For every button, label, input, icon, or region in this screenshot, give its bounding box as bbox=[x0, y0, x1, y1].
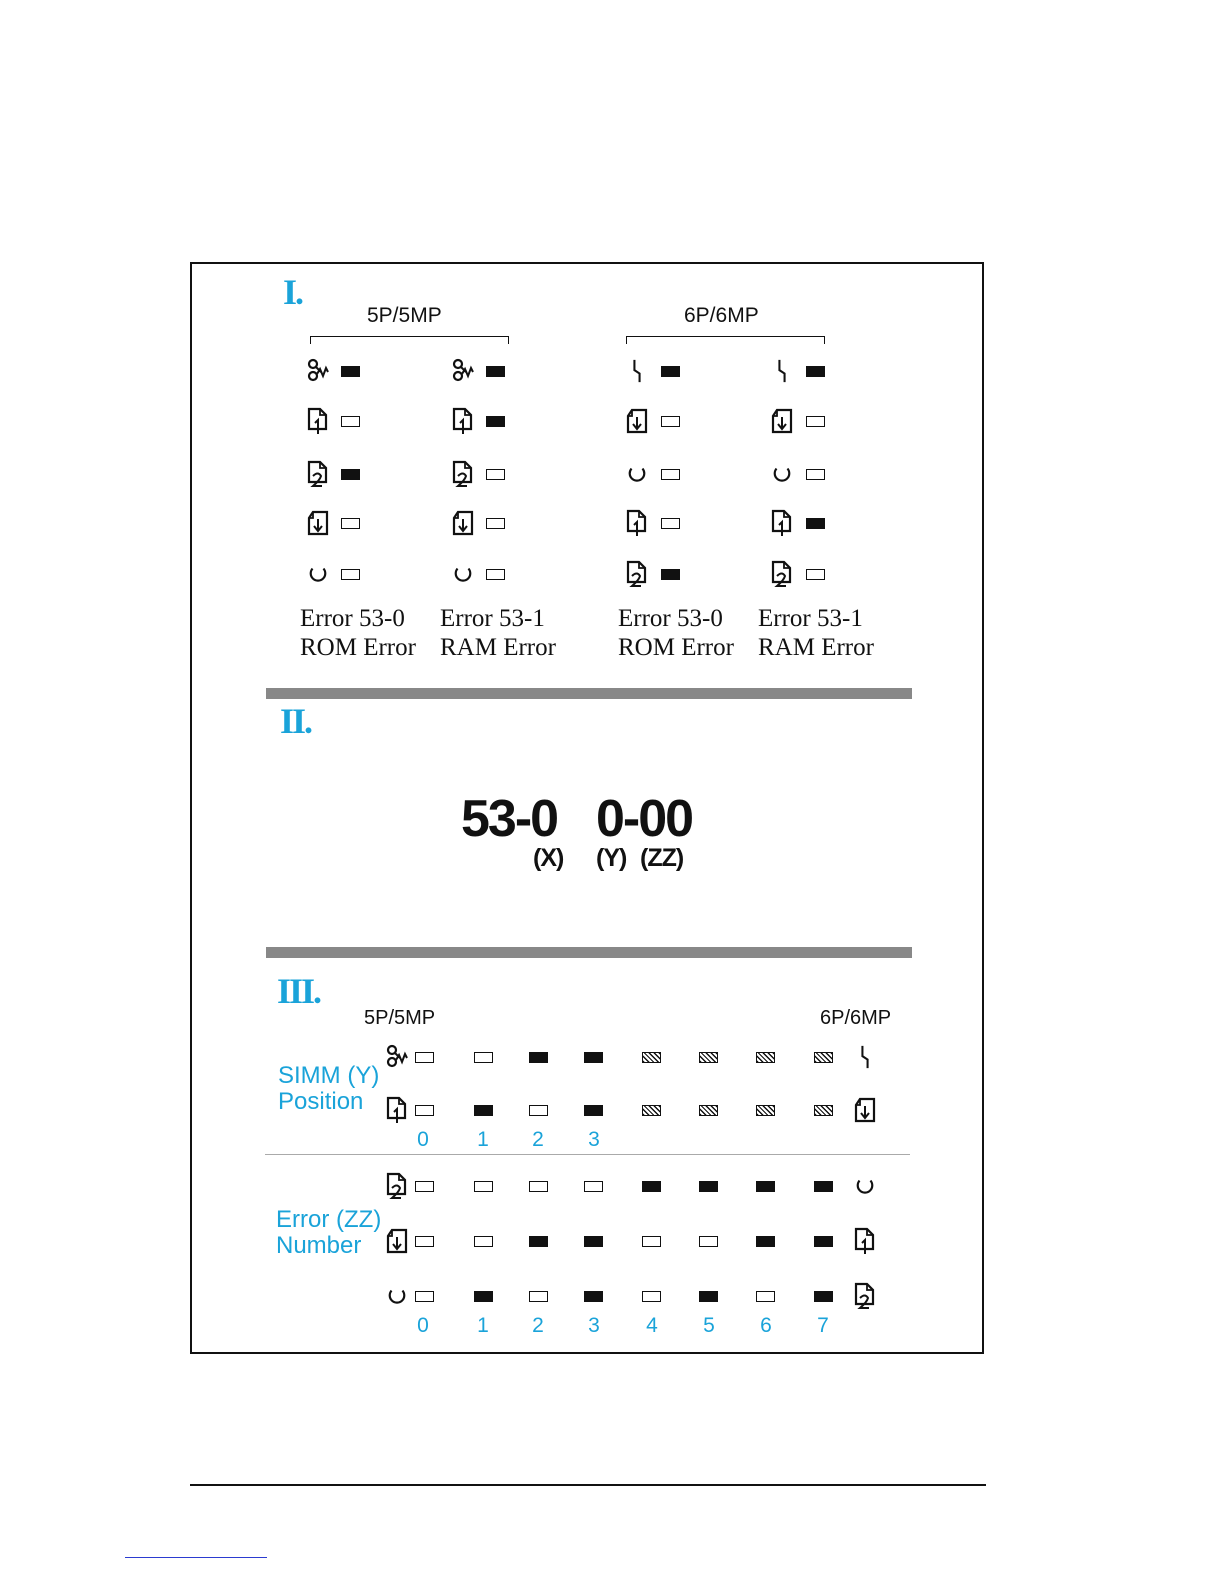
paper-tray1-icon bbox=[854, 1227, 876, 1255]
index-number: 3 bbox=[588, 1128, 600, 1151]
status-led bbox=[529, 1181, 548, 1192]
error-desc: ROM Error bbox=[618, 634, 734, 661]
ready-icon bbox=[855, 1176, 875, 1196]
paper-tray2-icon bbox=[626, 560, 648, 588]
error-label-line2: Number bbox=[276, 1232, 362, 1259]
group-label-5p: 5P/5MP bbox=[367, 304, 442, 327]
attention-icon bbox=[631, 357, 643, 385]
paper-tray1-icon bbox=[386, 1096, 408, 1124]
status-led bbox=[814, 1181, 833, 1192]
section-divider bbox=[266, 688, 912, 699]
paper-tray2-icon bbox=[771, 560, 793, 588]
ready-icon bbox=[772, 464, 792, 484]
error-desc: RAM Error bbox=[758, 634, 874, 661]
status-led bbox=[756, 1236, 775, 1247]
status-led bbox=[642, 1181, 661, 1192]
ready-icon bbox=[453, 564, 473, 584]
status-led bbox=[699, 1291, 718, 1302]
index-number: 0 bbox=[417, 1314, 429, 1337]
error-label bbox=[440, 604, 556, 662]
index-number: 2 bbox=[532, 1314, 544, 1337]
paper-tray1-icon bbox=[771, 509, 793, 537]
error-code: Error 53-0 bbox=[618, 605, 723, 632]
wrench-icon bbox=[451, 358, 475, 384]
attention-icon bbox=[776, 357, 788, 385]
status-led bbox=[486, 518, 505, 529]
status-led bbox=[341, 416, 360, 427]
page-footer-rule bbox=[190, 1484, 986, 1486]
section-divider bbox=[266, 947, 912, 958]
error-label bbox=[618, 604, 734, 662]
status-led bbox=[661, 518, 680, 529]
status-led bbox=[814, 1291, 833, 1302]
status-led bbox=[661, 469, 680, 480]
error-code: Error 53-0 bbox=[300, 605, 405, 632]
error-number-label bbox=[276, 1207, 381, 1259]
error-label-line1: Error (ZZ) bbox=[276, 1206, 382, 1233]
status-led bbox=[756, 1105, 775, 1116]
error-label bbox=[300, 604, 416, 662]
ready-icon bbox=[627, 464, 647, 484]
index-number: 3 bbox=[588, 1314, 600, 1337]
status-led bbox=[486, 366, 505, 377]
paper-tray1-icon bbox=[307, 407, 329, 435]
manual-feed-icon bbox=[771, 408, 793, 434]
status-led bbox=[806, 416, 825, 427]
status-led bbox=[415, 1181, 434, 1192]
status-led bbox=[415, 1052, 434, 1063]
simm-position-label bbox=[278, 1063, 379, 1115]
status-led bbox=[474, 1181, 493, 1192]
status-led bbox=[661, 569, 680, 580]
status-led bbox=[699, 1052, 718, 1063]
index-number: 0 bbox=[417, 1128, 429, 1151]
status-led bbox=[642, 1105, 661, 1116]
status-led bbox=[474, 1105, 493, 1116]
error-code: Error 53-1 bbox=[758, 605, 863, 632]
label-y: (Y) bbox=[596, 844, 627, 872]
index-number: 5 bbox=[703, 1314, 715, 1337]
status-led bbox=[814, 1052, 833, 1063]
label-zz: (ZZ) bbox=[640, 844, 684, 872]
row-divider bbox=[265, 1154, 910, 1155]
status-led bbox=[584, 1052, 603, 1063]
simm-label-line2: Position bbox=[278, 1088, 364, 1115]
ready-icon bbox=[387, 1286, 407, 1306]
error-code: Error 53-1 bbox=[440, 605, 545, 632]
status-led bbox=[661, 366, 680, 377]
status-led bbox=[642, 1291, 661, 1302]
status-led bbox=[806, 469, 825, 480]
status-led bbox=[341, 469, 360, 480]
status-led bbox=[699, 1236, 718, 1247]
status-led bbox=[806, 366, 825, 377]
model-label-5p: 5P/5MP bbox=[364, 1007, 436, 1029]
status-led bbox=[584, 1181, 603, 1192]
status-led bbox=[756, 1291, 775, 1302]
status-led bbox=[474, 1236, 493, 1247]
group-bracket-6p bbox=[626, 336, 825, 344]
error-label bbox=[758, 604, 874, 662]
status-led bbox=[341, 518, 360, 529]
status-led bbox=[584, 1236, 603, 1247]
manual-feed-icon bbox=[452, 510, 474, 536]
paper-tray1-icon bbox=[626, 509, 648, 537]
error-desc: RAM Error bbox=[440, 634, 556, 661]
status-led bbox=[486, 469, 505, 480]
status-led bbox=[699, 1105, 718, 1116]
status-led bbox=[814, 1236, 833, 1247]
status-led bbox=[529, 1236, 548, 1247]
status-led bbox=[806, 569, 825, 580]
status-led bbox=[756, 1181, 775, 1192]
status-led bbox=[415, 1105, 434, 1116]
index-number: 4 bbox=[646, 1314, 658, 1337]
status-led bbox=[474, 1291, 493, 1302]
paper-tray1-icon bbox=[452, 407, 474, 435]
status-led bbox=[699, 1181, 718, 1192]
index-number: 1 bbox=[477, 1314, 489, 1337]
status-led bbox=[756, 1052, 775, 1063]
section-two-numeral: II. bbox=[280, 701, 312, 741]
paper-tray2-icon bbox=[452, 460, 474, 488]
wrench-icon bbox=[385, 1044, 409, 1070]
status-led bbox=[486, 416, 505, 427]
error-code-secondary: 0-00 bbox=[596, 790, 693, 848]
group-label-6p: 6P/6MP bbox=[684, 304, 759, 327]
error-desc: ROM Error bbox=[300, 634, 416, 661]
manual-feed-icon bbox=[307, 510, 329, 536]
paper-tray2-icon bbox=[386, 1172, 408, 1200]
status-led bbox=[529, 1291, 548, 1302]
section-three-numeral: III. bbox=[277, 971, 321, 1011]
manual-feed-icon bbox=[626, 408, 648, 434]
model-label-6p: 6P/6MP bbox=[820, 1007, 892, 1029]
status-led bbox=[415, 1236, 434, 1247]
label-x: (X) bbox=[533, 844, 564, 872]
ready-icon bbox=[308, 564, 328, 584]
index-number: 6 bbox=[760, 1314, 772, 1337]
footer-link-underline bbox=[125, 1557, 267, 1558]
index-number: 1 bbox=[477, 1128, 489, 1151]
status-led bbox=[341, 366, 360, 377]
status-led bbox=[661, 416, 680, 427]
attention-icon bbox=[859, 1043, 871, 1071]
index-number: 2 bbox=[532, 1128, 544, 1151]
wrench-icon bbox=[306, 358, 330, 384]
status-led bbox=[806, 518, 825, 529]
status-led bbox=[486, 569, 505, 580]
status-led bbox=[341, 569, 360, 580]
status-led bbox=[529, 1105, 548, 1116]
status-led bbox=[642, 1236, 661, 1247]
status-led bbox=[474, 1052, 493, 1063]
status-led bbox=[529, 1052, 548, 1063]
status-led bbox=[584, 1291, 603, 1302]
manual-feed-icon bbox=[854, 1097, 876, 1123]
manual-feed-icon bbox=[386, 1228, 408, 1254]
status-led bbox=[642, 1052, 661, 1063]
error-code-main: 53-0 bbox=[461, 790, 558, 848]
paper-tray2-icon bbox=[307, 460, 329, 488]
status-led bbox=[814, 1105, 833, 1116]
group-bracket-5p bbox=[310, 336, 509, 344]
index-number: 7 bbox=[817, 1314, 829, 1337]
status-led bbox=[584, 1105, 603, 1116]
section-one-numeral: I. bbox=[283, 272, 303, 312]
paper-tray2-icon bbox=[854, 1282, 876, 1310]
status-led bbox=[415, 1291, 434, 1302]
simm-label-line1: SIMM (Y) bbox=[278, 1062, 380, 1089]
